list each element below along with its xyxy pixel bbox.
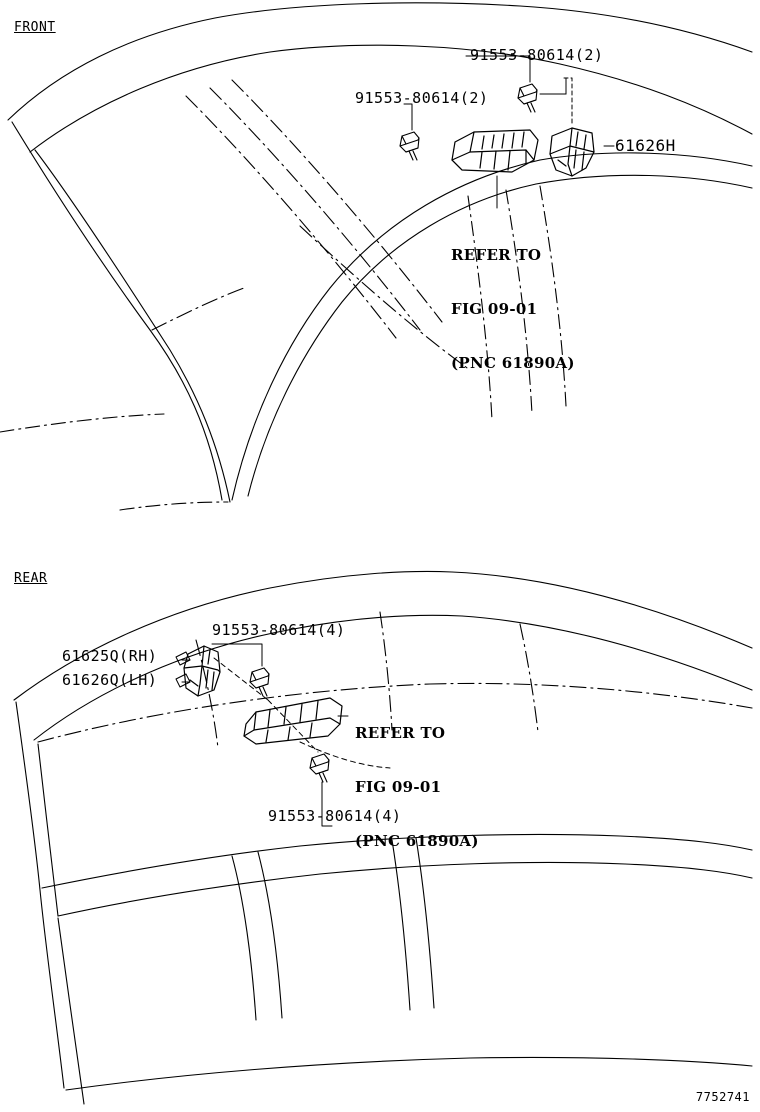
rear-refer-note [355,688,479,886]
front-bolt-callout-left: 91553-80614(2) [355,89,489,107]
front-roof-rail-assembly [452,130,538,172]
front-refer-line2: FIG 09-01 [451,300,538,318]
section-title-rear: REAR [14,571,48,586]
front-refer-line1: REFER TO [451,246,542,264]
front-bolt-callout-top: 91553-80614(2) [470,46,604,64]
diagram-footer-code: 7752741 [695,1090,750,1104]
rear-bolt-callout-lower: 91553-80614(4) [268,807,402,825]
front-lower-body-dash [0,414,228,510]
front-roof-dash-lines [152,80,470,370]
front-leader-lines [404,56,614,208]
rear-roof-rail-assembly [244,698,342,744]
front-body-outline [8,3,752,502]
rear-bolt-lower [310,754,329,782]
front-bracket-61626h [550,128,594,176]
rear-bracket-61625q [184,646,220,696]
rear-leader-lines [182,644,348,826]
front-part-number-61626h: 61626H [615,136,676,155]
rear-refer-line2: FIG 09-01 [355,778,442,796]
front-bolt-upper [518,84,537,112]
front-bolt-left [400,132,419,160]
rear-bolt-upper [250,668,269,696]
rear-part-number-61626q-lh: 61626Q(LH) [62,671,158,689]
front-refer-line3: (PNC 61890A) [451,354,575,372]
section-title-front: FRONT [14,20,56,35]
rear-part-number-61625q-rh: 61625Q(RH) [62,647,158,665]
rear-refer-line3: (PNC 61890A) [355,832,479,850]
rear-refer-line1: REFER TO [355,724,446,742]
front-refer-note [451,210,575,408]
rear-bolt-callout-upper: 91553-80614(4) [212,621,346,639]
